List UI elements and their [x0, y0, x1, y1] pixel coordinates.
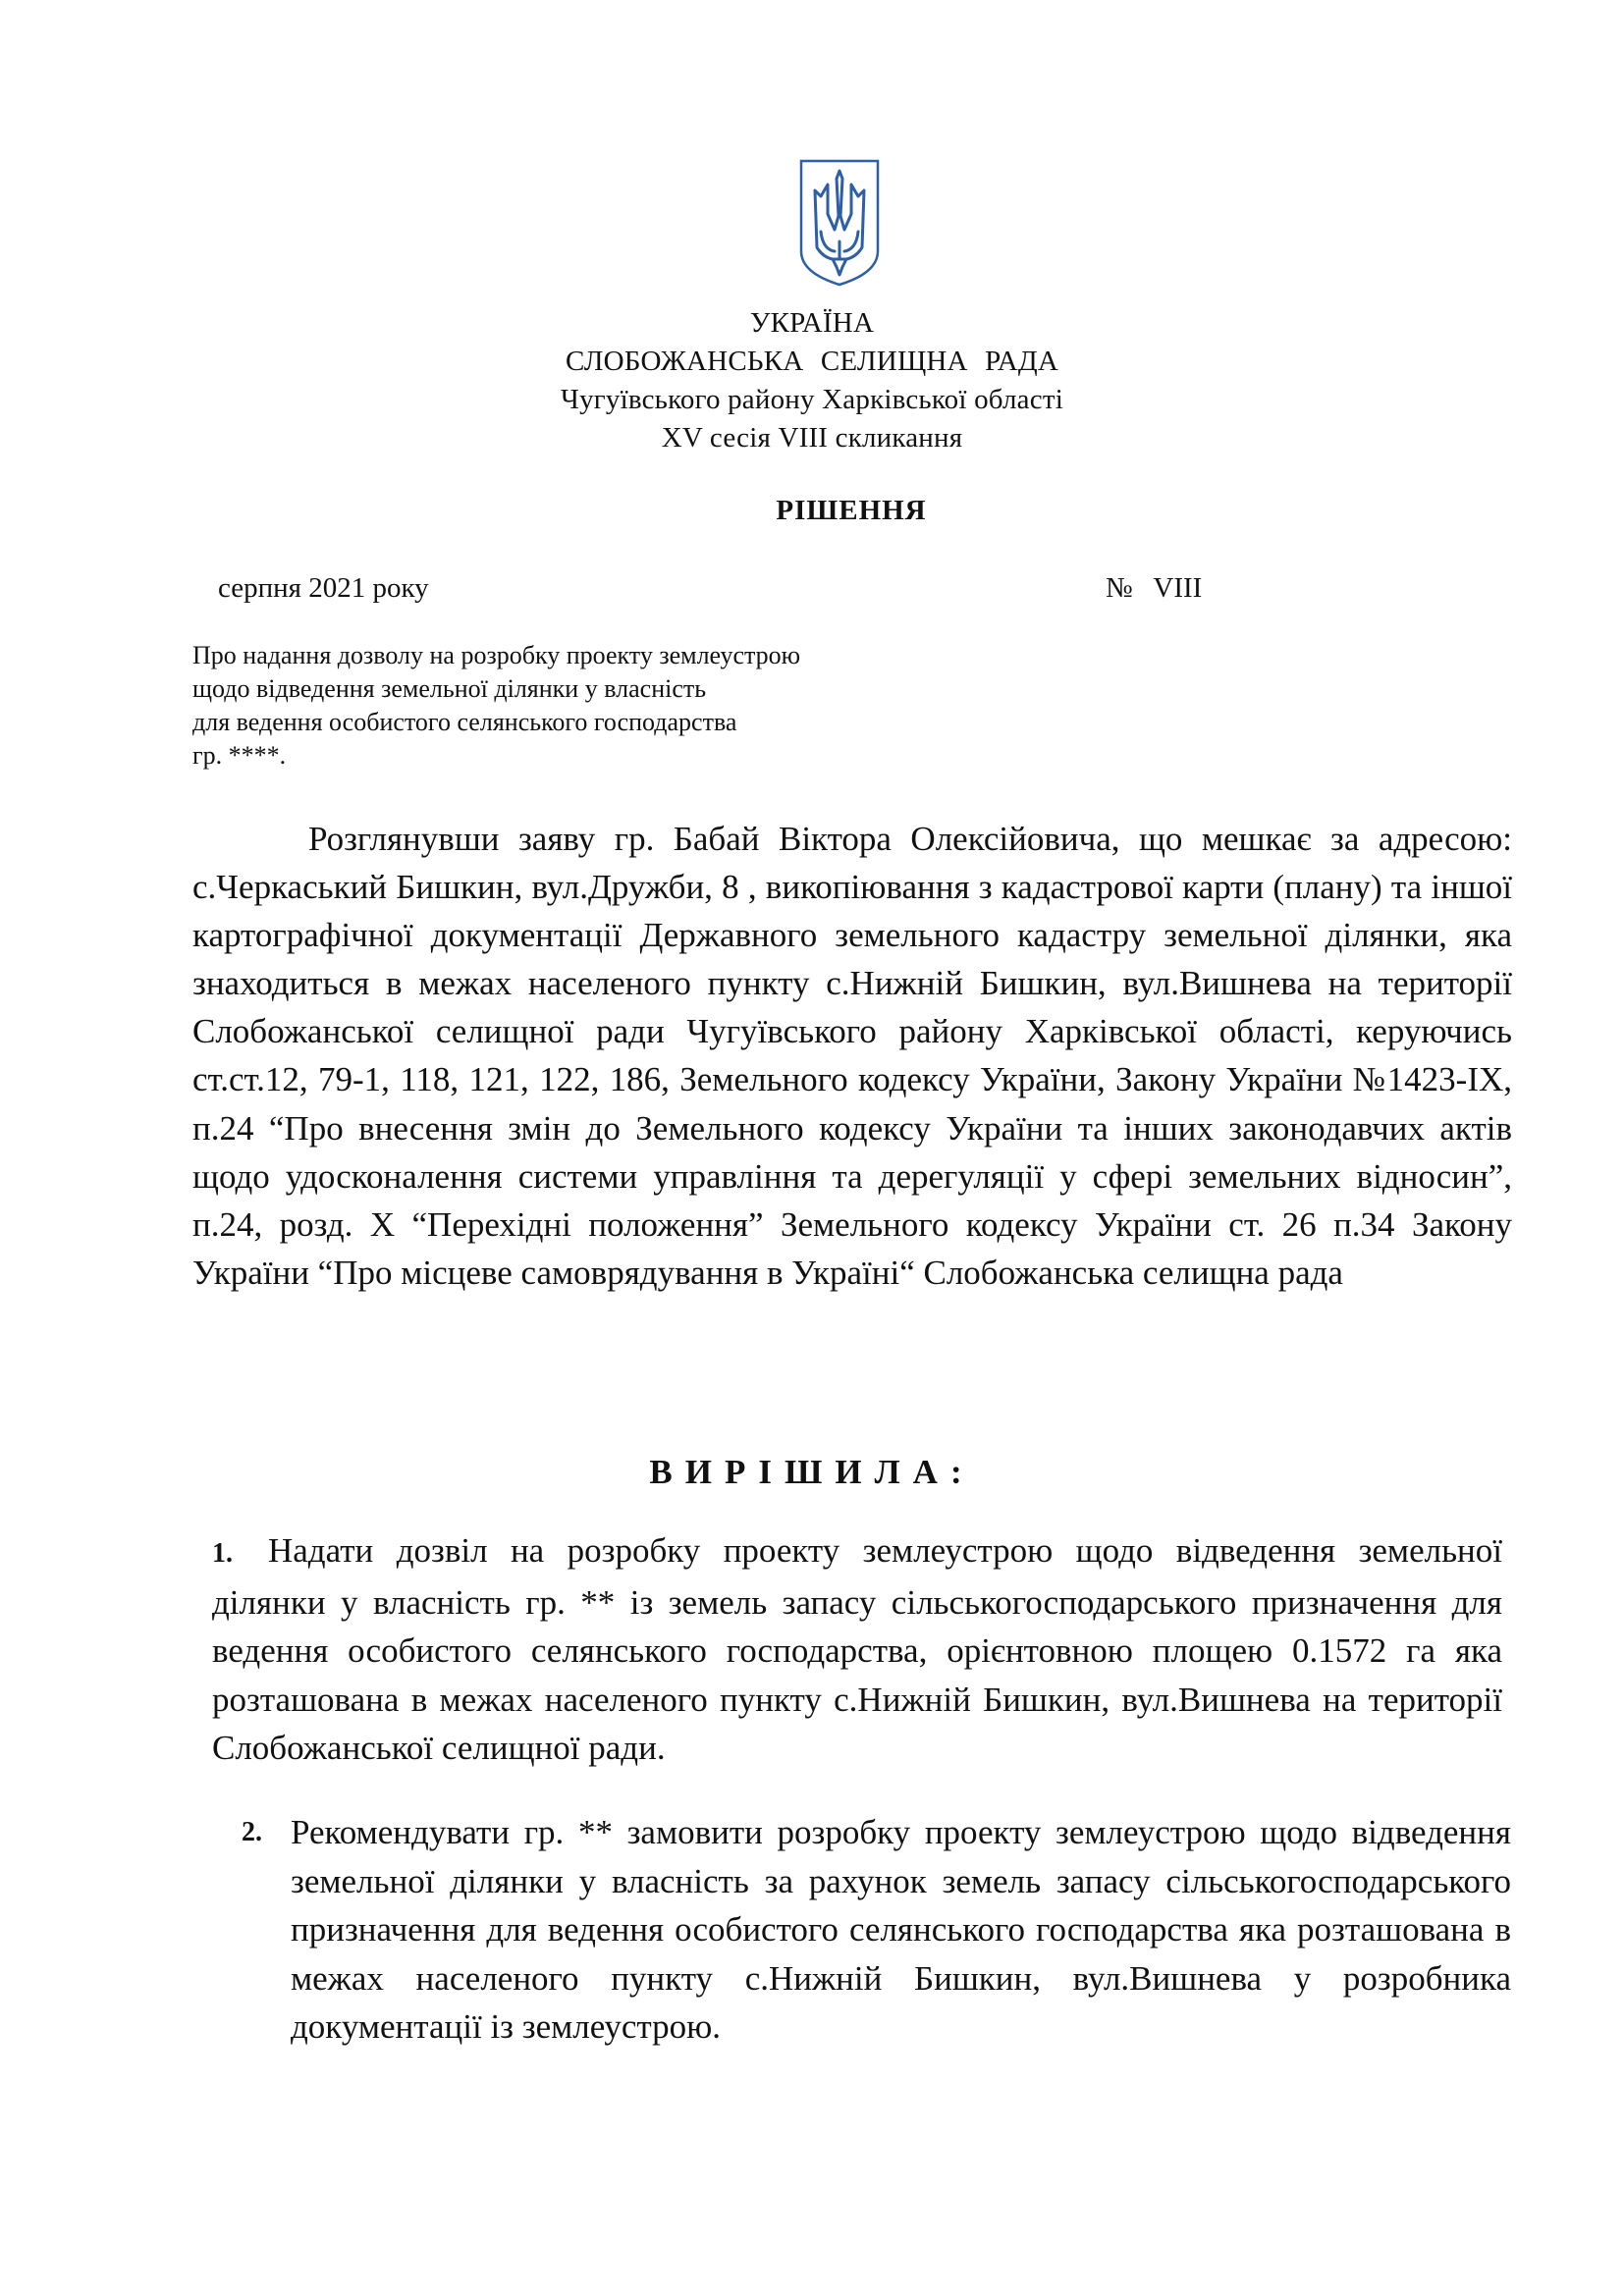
district-name: Чугуївського району Харківської області	[561, 384, 1063, 415]
council-name: СЛОБОЖАНСЬКА СЕЛИЩНА РАДА	[565, 346, 1059, 377]
preamble-paragraph: Розглянувши заяву гр. Бабай Віктора Олексійовича, що мешкає за адресою: с.Черкаський Бишкин, вул.Дружби, 8 , викопіювання з кадастрової карти (плану) та іншої картографічної документації Державного земельного кадастру земельної ділянки, яка знаходиться в межах населеного пункту с.Нижній Бишкин, вул.Вишнева на території Слобожанської селищної ради Чугуївського району Харківської області, керуючись ст.ст.12, 79-1, 118, 121, 122, 186, Земельного кодексу України, Закону України №1423-ІХ, п.24 “Про внесення змін до Земельного кодексу України та інших законодавчих актів щодо удосконалення системи управління та дерегуляції у сфері земельних відносин”, п.24, розд. Х “Перехідні положення” Земельного кодексу України ст. 26 п.34 Закону України “Про місцеве самоврядування в Україні“ Слобожанська селищна рада	[192, 820, 1512, 1292]
subject-line: гр. ****.	[192, 741, 287, 770]
session-name: XV сесія VIII скликання	[661, 422, 963, 454]
council-header	[0, 304, 1624, 457]
resolved-heading: ВИРІШИЛА:	[649, 1453, 975, 1491]
subject-line: Про надання дозволу на розробку проекту землеустрою	[192, 641, 801, 669]
item-number: 1.	[212, 1538, 233, 1569]
item-text: Надати дозвіл на розробку проекту землеустрою щодо відведення земельної ділянки у власність гр. ** із земель запасу сільськогосподарського призначення для ведення особистого селянського господарства, орієнтовною площею 0.1572 га яка розташована в межах населеного пункту с.Нижній Бишкин, вул.Вишнева на території Слобожанської селищної ради.	[212, 1531, 1502, 1767]
decision-subject	[192, 639, 998, 773]
coat-of-arms-icon	[797, 157, 882, 289]
item-number: 2.	[242, 1817, 262, 1847]
decision-number: № VIII	[1106, 572, 1203, 604]
document-type: РІШЕННЯ	[776, 495, 927, 526]
item-text: Рекомендувати гр. ** замовити розробку проекту землеустрою щодо відведення земельної ділянки у власність за рахунок земель запасу сільськогосподарського призначення для ведення особистого селянського господарства яка розташована в межах населеного пункту с.Нижній Бишкин, вул.Вишнева у розробника документації із землеустрою.	[291, 1813, 1511, 2046]
country-name: УКРАЇНА	[749, 307, 875, 339]
subject-line: щодо відведення земельної ділянки у власність	[192, 674, 707, 703]
decision-date: серпня 2021 року	[218, 572, 429, 604]
subject-line: для ведення особистого селянського господарства	[192, 708, 737, 736]
decision-item-2	[242, 1808, 1511, 2052]
decision-item-1	[212, 1526, 1502, 1773]
